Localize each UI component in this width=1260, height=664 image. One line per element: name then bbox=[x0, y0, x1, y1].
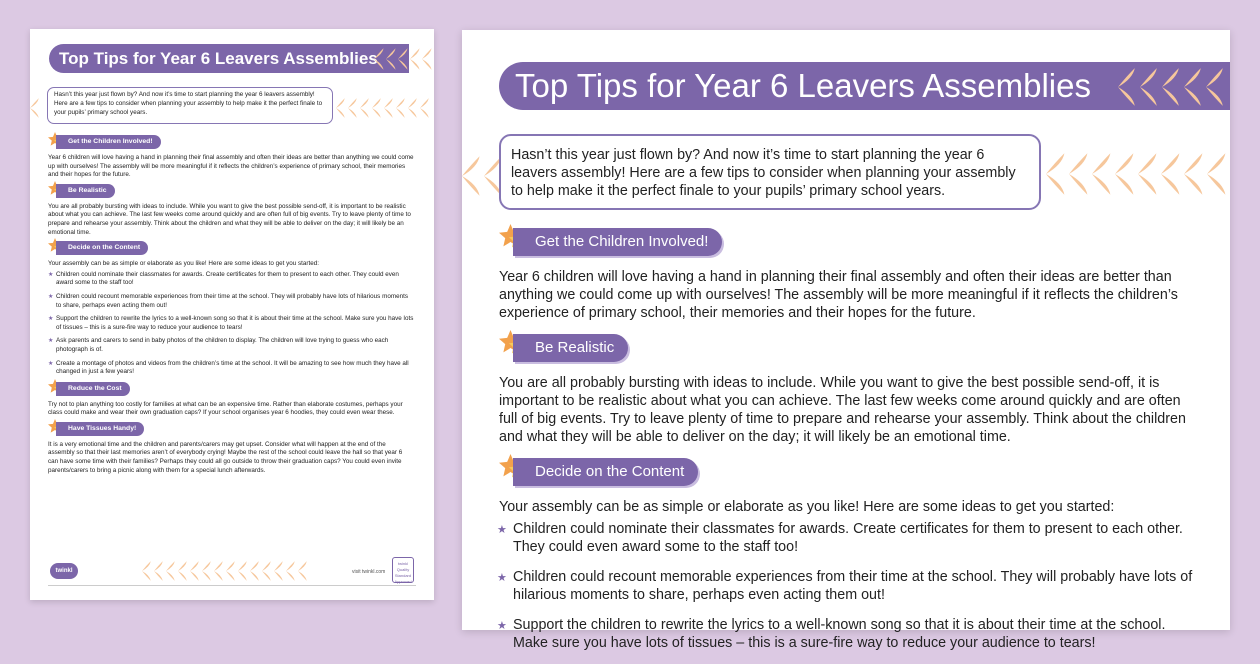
bullet-star-icon: ★ bbox=[497, 524, 507, 536]
section-text: Your assembly can be as simple or elaborate as you like! Here are some ideas to get you started: bbox=[48, 260, 320, 268]
bullet-star-icon: ★ bbox=[497, 572, 507, 584]
section-text: You are all probably bursting with ideas to include. While you want to give the best possible send-off, it is important to be realistic about what you can achieve. The last few weeks come around quickly and are often full of big events. Try to leave plenty of time to prepare and rehearse your assembly. Think about the children and what they will be able to deliver on the day; it will likely be an emotional time. bbox=[499, 375, 1186, 445]
section-heading: Decide on the Content bbox=[48, 241, 414, 255]
document-thumbnail[interactable] bbox=[30, 29, 434, 600]
twinkl-logo: twinkl bbox=[50, 563, 78, 579]
document-body bbox=[48, 133, 414, 479]
list-item: ★ Support the children to rewrite the lyrics to a well-known song so that it is about their time at the school. Make sure you have lots of tissues – this is a sure-fire way to reduce your audience to tears! bbox=[497, 617, 1166, 651]
page-title: Top Tips for Year 6 Leavers Assemblies bbox=[499, 62, 1230, 110]
bullet-star-icon: ★ bbox=[48, 271, 54, 278]
section-heading: Decide on the Content bbox=[499, 458, 1199, 486]
list-item: ★ Support the children to rewrite the lyrics to a well-known song so that it is about their time at the school. Make sure you have lots of tissues – this is a sure-fire way to reduce your audience to tears! bbox=[48, 315, 414, 331]
leaf-garland-icon bbox=[370, 47, 434, 71]
document-body bbox=[499, 228, 1199, 664]
section-text: You are all probably bursting with ideas to include. While you want to give the best possible send-off, it is important to be realistic about what you can achieve. The last few weeks come around quickly and are often full of big events. Try to leave plenty of time to prepare and rehearse your assembly. Think about the children and what they will be able to deliver on the day; it will likely be an emotional time. bbox=[48, 202, 411, 236]
leaf-garland-icon bbox=[1042, 150, 1230, 198]
bullet-star-icon: ★ bbox=[497, 620, 507, 632]
leaf-garland-icon bbox=[1110, 66, 1230, 108]
page-title: Top Tips for Year 6 Leavers Assemblies bbox=[49, 44, 409, 73]
quality-badge: twinkl Quality Standard Approved bbox=[392, 557, 414, 583]
section-heading: Reduce the Cost bbox=[48, 382, 414, 396]
section-text: It is a very emotional time and the children and parents/carers may get upset. Consider what will happen at the end of the assembly so that their last memories aren’t of everybody crying! Maybe the rest of the school could leave the hall so that year 6 can have some time with their families? Perhaps they could all go outside to throw their graduation caps? You could even invite parents/carers to bring a picnic along with them for a special lunch afterwards. bbox=[48, 440, 403, 474]
document-zoom-view[interactable] bbox=[462, 30, 1230, 651]
bullet-star-icon: ★ bbox=[48, 360, 54, 367]
intro-box: Hasn’t this year just flown by? And now it’s time to start planning the year 6 leavers assembly! Here are a few tips to consider when planning your assembly to help make it the perfect finale to your pupils’ primary school years. bbox=[499, 134, 1041, 210]
section-heading: Get the Children Involved! bbox=[499, 228, 1199, 256]
intro-box: Hasn’t this year just flown by? And now it’s time to start planning the year 6 leavers assembly! Here are a few tips to consider when planning your assembly to help make it the perfect finale to your pupils’ primary school years. bbox=[47, 87, 333, 124]
section-heading: Get the Children Involved! bbox=[48, 135, 414, 149]
list-item: ★ Create a montage of photos and videos from the children’s time at the school. It will be amazing to see how much they have all changed in just a few years! bbox=[48, 359, 409, 376]
section-text: Your assembly can be as simple or elaborate as you like! Here are some ideas to get you started: bbox=[499, 499, 1115, 515]
bullet-star-icon: ★ bbox=[48, 316, 54, 323]
footer-divider bbox=[48, 585, 416, 586]
section-heading: Be Realistic bbox=[48, 184, 414, 198]
list-item: ★ Children could nominate their classmates for awards. Create certificates for them to present to each other. They could even award some to the staff too! bbox=[497, 521, 1183, 555]
list-item: ★ Ask parents and carers to send in baby photos of the children to display. The children will love trying to guess who each photograph is of. bbox=[48, 337, 389, 353]
section-text: Try not to plan anything too costly for families at what can be an expensive time. Rather than elaborate costumes, perhaps your class could make and wear their own graduation caps? If your school organises year 6 hoodies, they could even wear these. bbox=[48, 400, 403, 417]
section-heading: Have Tissues Handy! bbox=[48, 422, 414, 436]
bullet-star-icon: ★ bbox=[48, 293, 54, 300]
section-text: Year 6 children will love having a hand in planning their final assembly and often their ideas are better than anything we could come up with ourselves! The assembly will be more meaningful if it reflects the children’s experience of primary school, their memories and their hopes for the future. bbox=[48, 154, 414, 179]
footer-url: visit twinkl.com bbox=[352, 569, 386, 575]
leaf-garland-icon bbox=[138, 559, 318, 583]
list-item: ★ Children could recount memorable experiences from their time at the school. They will probably have lots of hilarious moments to share, perhaps even acting them out! bbox=[497, 569, 1193, 603]
list-item: ★ Children could recount memorable experiences from their time at the school. They will probably have lots of hilarious moments to share, perhaps even acting them out! bbox=[48, 292, 408, 309]
list-item: ★ Children could nominate their classmates for awards. Create certificates for them to present to each other. They could even award some to the staff too! bbox=[48, 270, 399, 287]
section-text: Year 6 children will love having a hand in planning their final assembly and often their ideas are better than anything we could come up with ourselves! The assembly will be more meaningful if it reflects the children’s experience of primary school, their memories and their hopes for the future. bbox=[499, 269, 1178, 321]
section-heading: Be Realistic bbox=[499, 334, 1199, 362]
bullet-star-icon: ★ bbox=[48, 338, 54, 345]
